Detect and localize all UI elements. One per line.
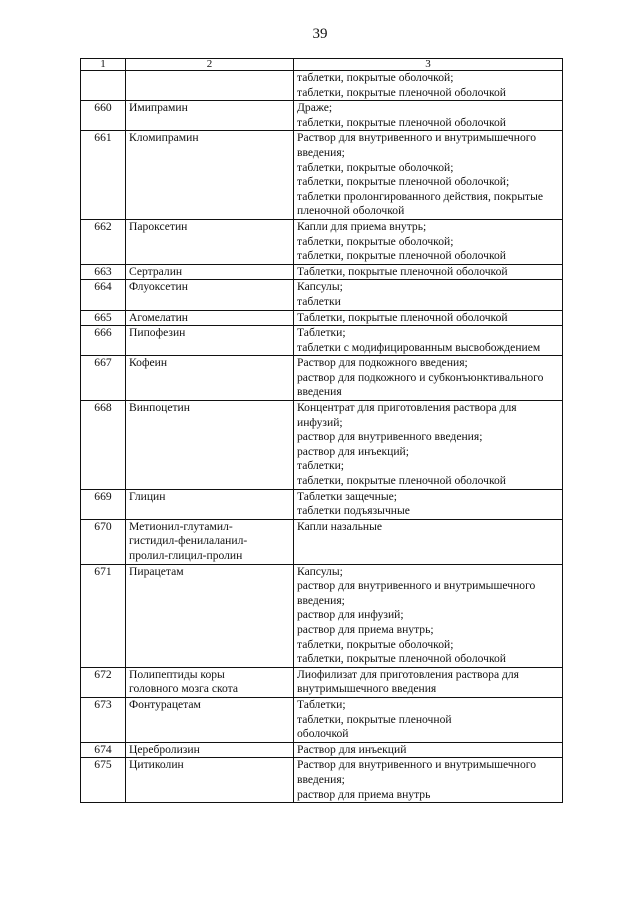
drug-name <box>126 519 294 564</box>
table-row <box>81 356 563 401</box>
drug-name-line: Пирацетам <box>129 564 184 578</box>
table-body <box>81 71 563 803</box>
dosage-form-line: Раствор для внутривенного и внутримышечного <box>297 131 537 145</box>
drug-name <box>126 356 294 401</box>
row-number: 667 <box>81 356 126 401</box>
table-row <box>81 697 563 742</box>
dosage-forms <box>294 697 563 742</box>
column-header-3: 3 <box>294 59 563 71</box>
row-number: 661 <box>81 131 126 220</box>
drug-name <box>126 758 294 803</box>
drug-name <box>126 310 294 326</box>
dosage-form-line: введения; <box>297 145 345 159</box>
dosage-form-line: Лиофилизат для приготовления раствора для <box>297 667 520 681</box>
dosage-forms <box>294 310 563 326</box>
drug-name-line: Метионил-глутамил- <box>129 519 233 533</box>
dosage-form-line: Драже; <box>297 101 333 115</box>
dosage-form-line: таблетки, покрытые оболочкой; <box>297 234 454 248</box>
table-row <box>81 280 563 310</box>
column-header-2: 2 <box>126 59 294 71</box>
row-number <box>81 71 126 101</box>
table-row <box>81 310 563 326</box>
row-number: 672 <box>81 667 126 697</box>
row-number: 674 <box>81 742 126 758</box>
dosage-form-line: Концентрат для приготовления раствора для <box>297 401 517 415</box>
dosage-form-line: таблетки, покрытые оболочкой; <box>297 71 454 84</box>
row-number: 664 <box>81 280 126 310</box>
row-number: 673 <box>81 697 126 742</box>
dosage-forms <box>294 742 563 758</box>
row-number: 663 <box>81 264 126 280</box>
column-header-1: 1 <box>81 59 126 71</box>
dosage-form-line: раствор для приема внутрь <box>297 787 431 801</box>
dosage-forms <box>294 667 563 697</box>
dosage-form-line: таблетки, покрытые оболочкой; <box>297 637 454 651</box>
dosage-form-line: таблетки, покрытые пленочной оболочкой <box>297 115 506 129</box>
drug-name <box>126 71 294 101</box>
table-row <box>81 326 563 356</box>
drug-name-line: Винпоцетин <box>129 401 190 415</box>
drug-name-line: Фонтурацетам <box>129 697 201 711</box>
dosage-form-line: оболочкой <box>297 727 349 741</box>
dosage-forms <box>294 71 563 101</box>
table-row <box>81 401 563 490</box>
dosage-form-line: таблетки, покрытые пленочной <box>297 712 452 726</box>
drug-name-line: Агомелатин <box>129 310 189 324</box>
drug-name <box>126 280 294 310</box>
drug-name <box>126 219 294 264</box>
drug-name-line: Кломипрамин <box>129 131 199 145</box>
table-row <box>81 519 563 564</box>
dosage-form-line: Капли назальные <box>297 519 383 533</box>
dosage-forms <box>294 131 563 220</box>
dosage-form-line: Раствор для подкожного введения; <box>297 356 468 370</box>
dosage-forms <box>294 758 563 803</box>
table-row <box>81 489 563 519</box>
dosage-form-line: таблетки; <box>297 459 345 473</box>
dosage-form-line: Капли для приема внутрь; <box>297 219 427 233</box>
drug-name-line: Цитиколин <box>129 758 184 772</box>
dosage-form-line: инфузий; <box>297 415 343 429</box>
table-row <box>81 564 563 667</box>
dosage-forms <box>294 356 563 401</box>
drug-name <box>126 131 294 220</box>
drug-name <box>126 401 294 490</box>
dosage-form-line: раствор для приема внутрь; <box>297 622 434 636</box>
dosage-form-line: раствор для внутривенного и внутримышечного <box>297 579 536 593</box>
dosage-form-line: раствор для внутривенного введения; <box>297 430 483 444</box>
dosage-form-line: пленочной оболочкой <box>297 204 405 218</box>
drug-name-line: гистидил-фенилаланил- <box>129 534 248 548</box>
dosage-forms <box>294 326 563 356</box>
drug-name <box>126 742 294 758</box>
dosage-form-line: Капсулы; <box>297 280 343 294</box>
dosage-form-line: раствор для инфузий; <box>297 608 404 622</box>
dosage-form-line: введения <box>297 385 342 399</box>
row-number: 666 <box>81 326 126 356</box>
dosage-form-line: таблетки, покрытые пленочной оболочкой <box>297 85 506 99</box>
dosage-form-line: Таблетки; <box>297 326 346 340</box>
row-number: 662 <box>81 219 126 264</box>
dosage-form-line: Таблетки, покрытые пленочной оболочкой <box>297 264 508 278</box>
table-row <box>81 71 563 101</box>
dosage-form-line: таблетки <box>297 294 341 308</box>
drug-name-line: Пипофезин <box>129 326 186 340</box>
dosage-forms <box>294 489 563 519</box>
dosage-form-line: таблетки, покрытые оболочкой; <box>297 160 454 174</box>
dosage-form-line: таблетки, покрытые пленочной оболочкой <box>297 474 506 488</box>
dosage-form-line: таблетки пролонгированного действия, покрытые <box>297 189 544 203</box>
drug-name <box>126 697 294 742</box>
drug-table <box>80 58 563 803</box>
dosage-form-line: раствор для инъекций; <box>297 444 409 458</box>
row-number: 665 <box>81 310 126 326</box>
table-row <box>81 101 563 131</box>
drug-name <box>126 489 294 519</box>
dosage-form-line: Таблетки; <box>297 697 346 711</box>
dosage-form-line: Раствор для внутривенного и внутримышечного <box>297 758 537 772</box>
drug-name-line: Флуоксетин <box>129 280 188 294</box>
dosage-form-line: Таблетки защечные; <box>297 489 397 503</box>
drug-name <box>126 564 294 667</box>
table-row <box>81 219 563 264</box>
drug-name-line: Пароксетин <box>129 219 188 233</box>
drug-name <box>126 326 294 356</box>
table-row <box>81 131 563 220</box>
table-row <box>81 264 563 280</box>
drug-name <box>126 667 294 697</box>
dosage-forms <box>294 564 563 667</box>
dosage-form-line: таблетки, покрытые пленочной оболочкой <box>297 652 506 666</box>
page-number: 39 <box>312 26 328 42</box>
table-row <box>81 667 563 697</box>
drug-name-line: головного мозга скота <box>129 682 239 696</box>
dosage-forms <box>294 401 563 490</box>
drug-name <box>126 101 294 131</box>
dosage-form-line: введения; <box>297 593 345 607</box>
dosage-form-line: Таблетки, покрытые пленочной оболочкой <box>297 310 508 324</box>
dosage-form-line: таблетки с модифицированным высвобождением <box>297 340 541 354</box>
dosage-form-line: введения; <box>297 772 345 786</box>
table-header-row <box>81 59 563 71</box>
row-number: 675 <box>81 758 126 803</box>
row-number: 671 <box>81 564 126 667</box>
row-number: 669 <box>81 489 126 519</box>
dosage-form-line: таблетки подъязычные <box>297 504 410 518</box>
drug-name-line: пролил-глицил-пролин <box>129 549 243 562</box>
drug-name-line: Сертралин <box>129 264 183 278</box>
dosage-forms <box>294 101 563 131</box>
dosage-form-line: таблетки, покрытые пленочной оболочкой <box>297 249 506 263</box>
row-number: 668 <box>81 401 126 490</box>
drug-name-line: Полипептиды коры <box>129 667 225 681</box>
drug-name-line: Имипрамин <box>129 101 188 115</box>
table-row <box>81 742 563 758</box>
dosage-form-line: раствор для подкожного и субконъюнктивального <box>297 370 544 384</box>
drug-name <box>126 264 294 280</box>
drug-name-line: Кофеин <box>129 356 168 370</box>
drug-name-line: Глицин <box>129 489 166 503</box>
dosage-form-line: Капсулы; <box>297 564 343 578</box>
row-number: 660 <box>81 101 126 131</box>
drug-name-line: Церебролизин <box>129 742 200 756</box>
table-row <box>81 758 563 803</box>
dosage-forms <box>294 280 563 310</box>
row-number: 670 <box>81 519 126 564</box>
dosage-form-line: внутримышечного введения <box>297 682 437 696</box>
dosage-form-line: таблетки, покрытые пленочной оболочкой; <box>297 175 510 189</box>
dosage-forms <box>294 519 563 564</box>
dosage-form-line: Раствор для инъекций <box>297 742 407 756</box>
dosage-forms <box>294 219 563 264</box>
dosage-forms <box>294 264 563 280</box>
